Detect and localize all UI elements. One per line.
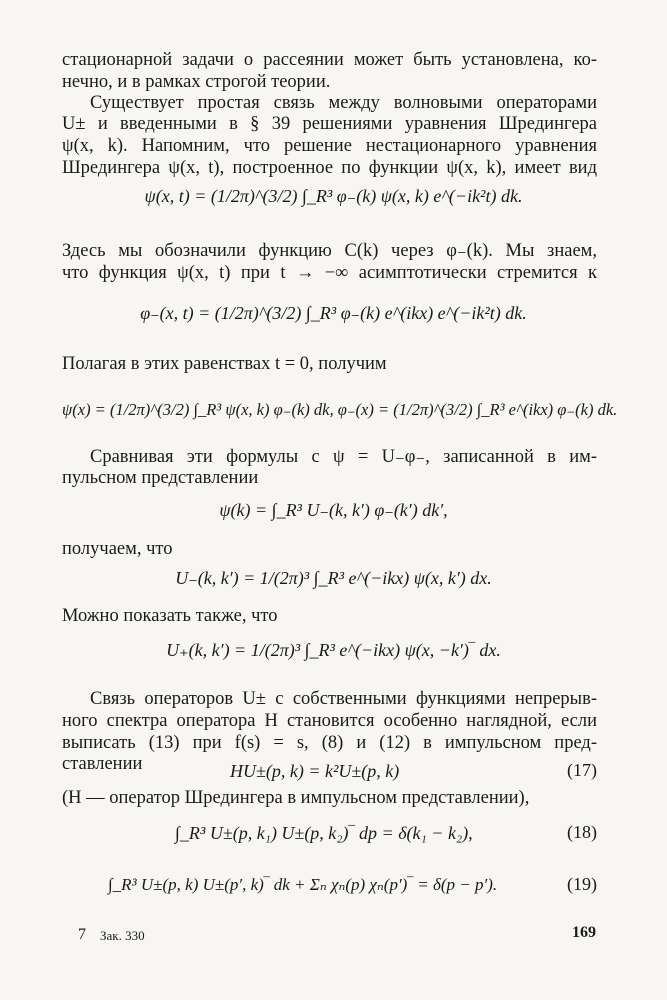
text-line: стационарной задачи о рассеянии может быть установлена, ко- bbox=[62, 50, 597, 70]
equation-number: (18) bbox=[567, 822, 597, 842]
text-line: Здесь мы обозначили функцию C(k) через φ₋(k). Мы знаем, bbox=[62, 241, 597, 261]
text-line: Существует простая связь между волновыми операторами bbox=[90, 93, 597, 113]
equation-t-zero: ψ(x) = (1/2π)^(3/2) ∫_R³ ψ(x, k) φ₋(k) dk, φ₋(x) = (1/2π)^(3/2) ∫_R³ e^(ikx) φ₋(k) dk. bbox=[62, 400, 618, 419]
equation-phi-xt: φ₋(x, t) = (1/2π)^(3/2) ∫_R³ φ₋(k) e^(ikx) e^(−ik²t) dk. bbox=[140, 303, 527, 323]
text-line: ного спектра оператора H становится особенно наглядной, если bbox=[62, 711, 597, 731]
text-line: Можно показать также, что bbox=[62, 606, 278, 626]
signature-mark: 7 bbox=[78, 926, 86, 943]
equation-19: ∫_R³ U±(p, k) U±(p′, k)‾ dk + Σₙ χₙ(p) χₙ(p′)‾ = δ(p − p′). bbox=[108, 875, 498, 894]
text-line: выписать (13) при f(s) = s, (8) и (12) в импульсном пред- bbox=[62, 733, 597, 753]
text-line: Шредингера ψ(x, t), построенное по функции ψ(x, k), имеет вид bbox=[62, 158, 597, 178]
equation-u-plus: U₊(k, k′) = 1/(2π)³ ∫_R³ e^(−ikx) ψ(x, −k′)‾ dx. bbox=[166, 640, 501, 660]
equation-psi-k: ψ(k) = ∫_R³ U₋(k, k′) φ₋(k′) dk′, bbox=[219, 500, 448, 520]
text-line: Связь операторов U± с собственными функциями непрерыв- bbox=[90, 689, 597, 709]
text-line: пульсном представлении bbox=[62, 468, 259, 488]
text-line: получаем, что bbox=[62, 539, 173, 559]
equation-u-minus: U₋(k, k′) = 1/(2π)³ ∫_R³ e^(−ikx) ψ(x, k′) dx. bbox=[175, 568, 492, 588]
equation-number: (19) bbox=[567, 874, 597, 894]
text-line: ставлении bbox=[62, 754, 143, 774]
text-line: (H — оператор Шредингера в импульсном представлении), bbox=[62, 788, 530, 808]
equation-number: (17) bbox=[567, 760, 597, 780]
text-line: Полагая в этих равенствах t = 0, получим bbox=[62, 354, 387, 374]
page-number: 169 bbox=[572, 924, 596, 941]
text-line: ψ(x, k). Напомним, что решение нестационарного уравнения bbox=[62, 136, 597, 156]
text-line: что функция ψ(x, t) при t → −∞ асимптотически стремится к bbox=[62, 263, 597, 283]
text-line: U± и введенными в § 39 решениями уравнения Шредингера bbox=[62, 114, 597, 134]
text-line: нечно, и в рамках строгой теории. bbox=[62, 72, 331, 92]
text-line: Сравнивая эти формулы с ψ = U₋φ₋, записанной в им- bbox=[90, 447, 597, 467]
equation-18: ∫_R³ U±(p, k₁) U±(p, k₂)‾ dp = δ(k₁ − k₂), bbox=[175, 823, 473, 843]
equation-17: HU±(p, k) = k²U±(p, k) bbox=[230, 761, 400, 781]
print-order: Зак. 330 bbox=[100, 928, 145, 943]
equation-psi-xt: ψ(x, t) = (1/2π)^(3/2) ∫_R³ φ₋(k) ψ(x, k) e^(−ik²t) dk. bbox=[144, 186, 523, 206]
